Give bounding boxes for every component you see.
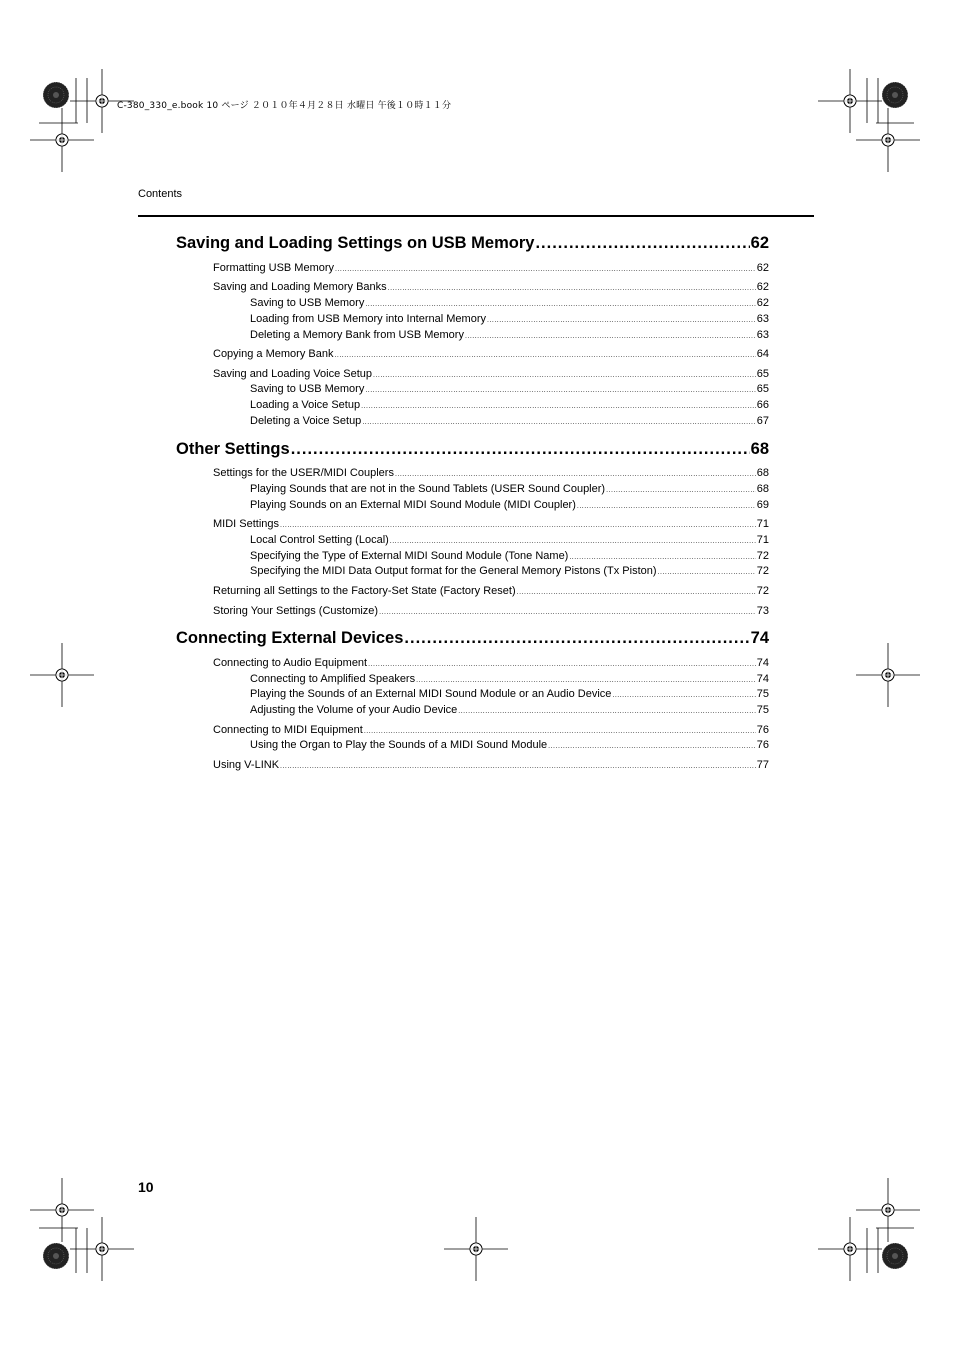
toc-entry[interactable]: Loading a Voice Setup ..... 66 bbox=[250, 399, 769, 414]
toc-entry[interactable]: Using the Organ to Play the Sounds of a MIDI Sound Module ..... 76 bbox=[250, 739, 769, 754]
toc-entry[interactable]: Adjusting the Volume of your Audio Device ..... 75 bbox=[250, 704, 769, 719]
toc-entry[interactable]: Storing Your Settings (Customize) ..... 73 bbox=[213, 605, 769, 620]
toc-entry[interactable]: MIDI Settings ..... 71 bbox=[213, 518, 769, 533]
toc-entry[interactable]: Formatting USB Memory ..... 62 bbox=[213, 262, 769, 277]
toc-entry[interactable]: Deleting a Memory Bank from USB Memory ..... 63 bbox=[250, 329, 769, 344]
header-rule bbox=[138, 215, 814, 217]
toc-section-heading[interactable]: Saving and Loading Settings on USB Memory ..... 62 bbox=[176, 234, 769, 256]
toc-section-heading[interactable]: Other Settings ..... 68 bbox=[176, 440, 769, 462]
page-number: 10 bbox=[138, 1179, 154, 1195]
toc-entry[interactable]: Returning all Settings to the Factory-Set State (Factory Reset) ..... 72 bbox=[213, 585, 769, 600]
toc-entry[interactable]: Specifying the Type of External MIDI Sound Module (Tone Name) ..... 72 bbox=[250, 550, 769, 565]
toc-entry[interactable]: Connecting to MIDI Equipment ..... 76 bbox=[213, 724, 769, 739]
toc-entry[interactable]: Settings for the USER/MIDI Couplers ..... 68 bbox=[213, 467, 769, 482]
toc-entry[interactable]: Connecting to Amplified Speakers ..... 74 bbox=[250, 673, 769, 688]
toc-entry[interactable]: Local Control Setting (Local) ..... 71 bbox=[250, 534, 769, 549]
toc-entry[interactable]: Saving to USB Memory ..... 65 bbox=[250, 383, 769, 398]
running-head: Contents bbox=[138, 188, 183, 200]
toc-entry[interactable]: Connecting to Audio Equipment ..... 74 bbox=[213, 657, 769, 672]
toc-entry[interactable]: Specifying the MIDI Data Output format for the General Memory Pistons (Tx Piston) ..... 72 bbox=[250, 565, 769, 580]
toc-entry[interactable]: Playing the Sounds of an External MIDI Sound Module or an Audio Device ..... 75 bbox=[250, 688, 769, 703]
file-info-header: C-380_330_e.book 10 ページ ２０１０年４月２８日 水曜日 午後１０時１１分 bbox=[117, 101, 452, 111]
toc-entry[interactable]: Using V-LINK ..... 77 bbox=[213, 759, 769, 774]
toc-section-heading[interactable]: Connecting External Devices ..... 74 bbox=[176, 629, 769, 651]
toc-entry[interactable]: Copying a Memory Bank ..... 64 bbox=[213, 348, 769, 363]
toc-entry[interactable]: Saving and Loading Memory Banks ..... 62 bbox=[213, 281, 769, 296]
toc-entry[interactable]: Loading from USB Memory into Internal Memory ..... 63 bbox=[250, 313, 769, 328]
toc-entry[interactable]: Saving to USB Memory ..... 62 bbox=[250, 297, 769, 312]
toc-entry[interactable]: Deleting a Voice Setup ..... 67 bbox=[250, 415, 769, 430]
toc-entry[interactable]: Playing Sounds on an External MIDI Sound Module (MIDI Coupler) ..... 69 bbox=[250, 499, 769, 514]
toc-entry[interactable]: Saving and Loading Voice Setup ..... 65 bbox=[213, 368, 769, 383]
toc-entry[interactable]: Playing Sounds that are not in the Sound Tablets (USER Sound Coupler) ..... 68 bbox=[250, 483, 769, 498]
